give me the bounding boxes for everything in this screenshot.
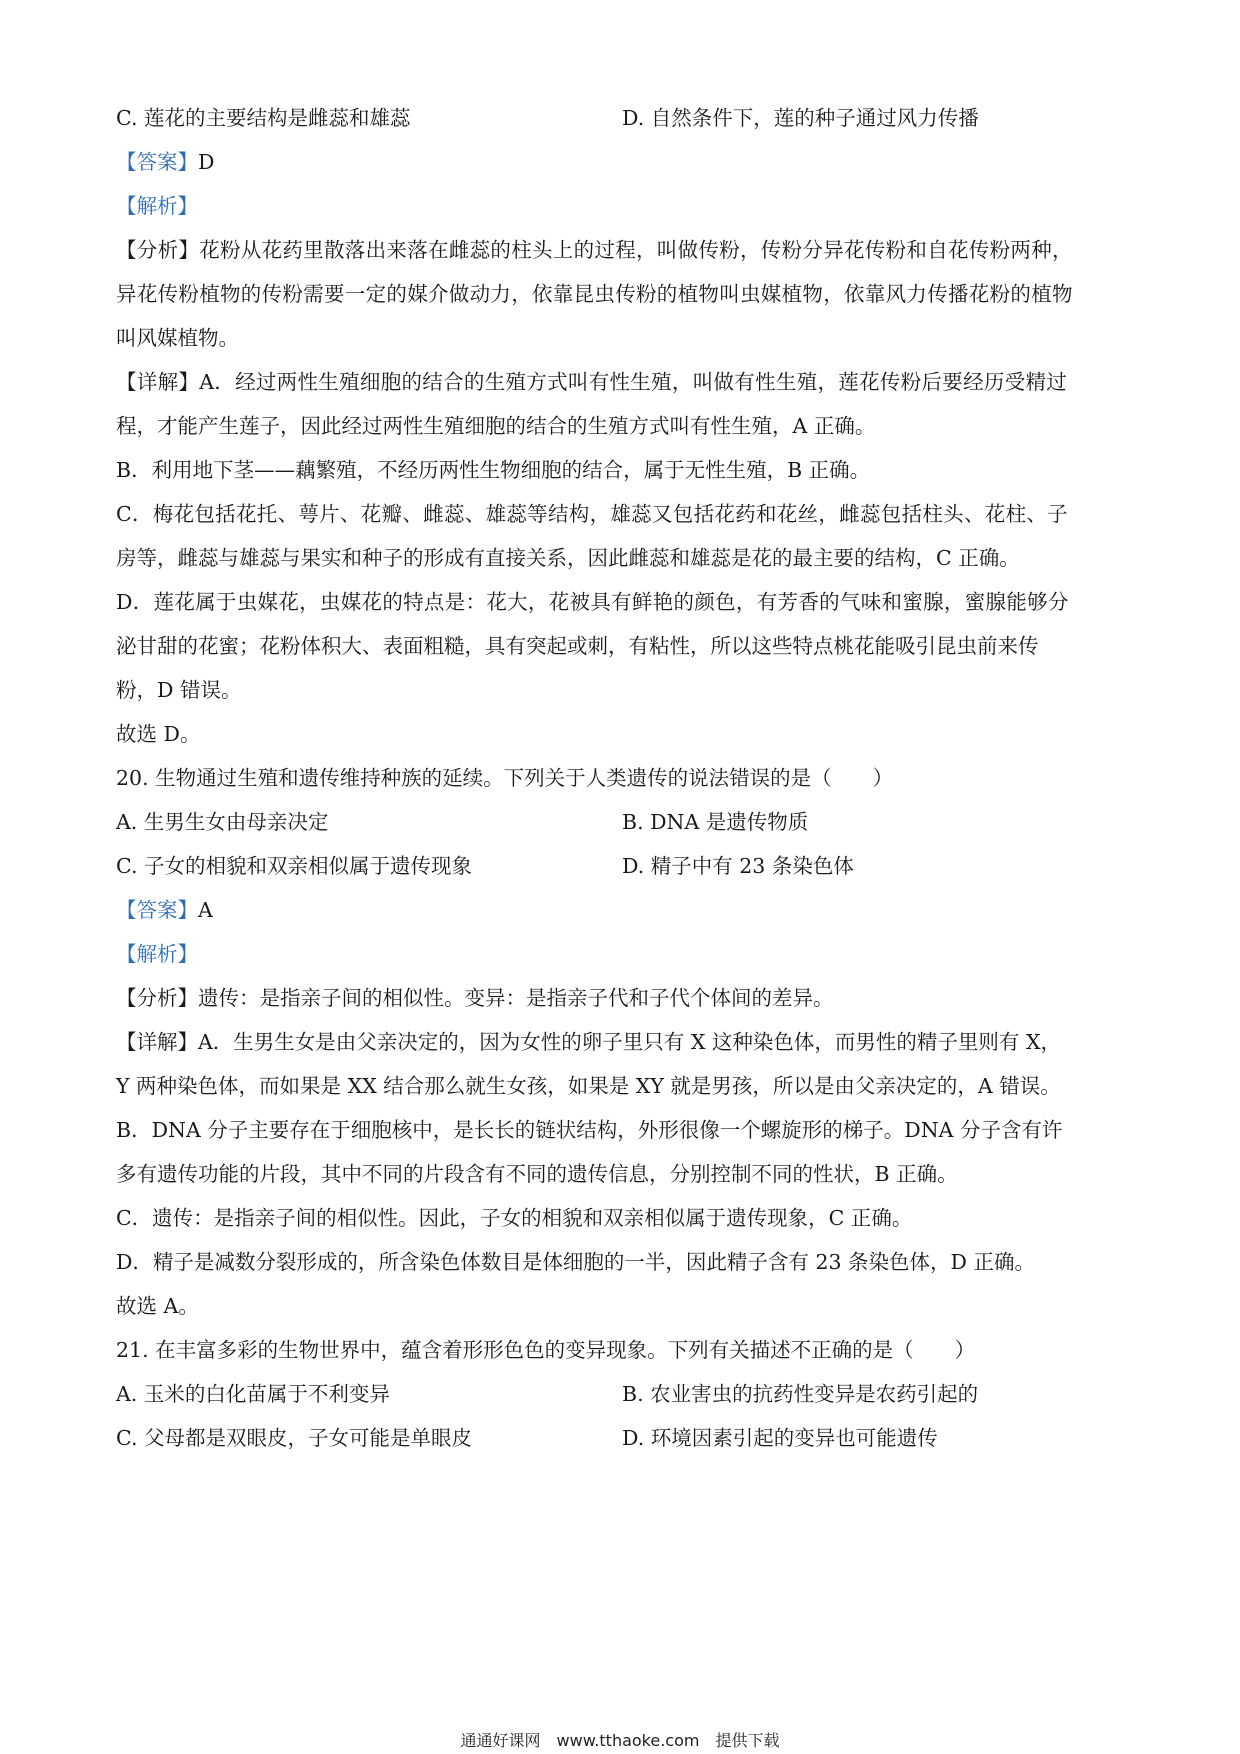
q19-fenxi-line-2: 异花传粉植物的传粉需要一定的媒介做动力，依靠昆虫传粉的植物叫虫媒植物，依靠风力传播花粉的植物	[116, 282, 1073, 306]
q19-analysis-tag: 【解析】	[116, 194, 198, 218]
q19-detail-line-7: 泌甘甜的花蜜；花粉体积大、表面粗糙，具有突起或刺，有粘性，所以这些特点桃花能吸引昆虫前来传	[116, 634, 1039, 658]
q20-stem: 20. 生物通过生殖和遗传维持种族的延续。下列关于人类遗传的说法错误的是（ ）	[116, 766, 894, 790]
q19-detail-line-8: 粉，D 错误。	[116, 678, 242, 702]
q19-detail-line-6: D．莲花属于虫媒花，虫媒花的特点是：花大，花被具有鲜艳的颜色，有芳香的气味和蜜腺，蜜腺能够分	[116, 590, 1069, 614]
q20-detail-line-2: Y 两种染色体，而如果是 XX 结合那么就生女孩，如果是 XY 就是男孩，所以是由父亲决定的，A 错误。	[116, 1074, 1061, 1098]
q20-option-a: A. 生男生女由母亲决定	[116, 810, 329, 834]
q20-option-d: D. 精子中有 23 条染色体	[622, 854, 854, 878]
q20-detail-line-6: D．精子是减数分裂形成的，所含染色体数目是体细胞的一半，因此精子含有 23 条染色体，D 正确。	[116, 1250, 1036, 1274]
q20-detail-line-5: C．遗传：是指亲子间的相似性。因此，子女的相貌和双亲相似属于遗传现象，C 正确。	[116, 1206, 913, 1230]
q20-option-b: B. DNA 是遗传物质	[622, 810, 809, 834]
q20-conclusion: 故选 A。	[116, 1294, 199, 1318]
q19-detail-line-2: 程，才能产生莲子，因此经过两性生殖细胞的结合的生殖方式叫有性生殖，A 正确。	[116, 414, 876, 438]
answer-tag: 【答案】	[116, 898, 198, 922]
answer-value: A	[198, 898, 213, 922]
q19-detail-line-5: 房等，雌蕊与雄蕊与果实和种子的形成有直接关系，因此雌蕊和雄蕊是花的最主要的结构，C 正确。	[116, 546, 1020, 570]
q20-answer	[116, 896, 213, 924]
q20-fenxi: 【分析】遗传：是指亲子间的相似性。变异：是指亲子代和子代个体间的差异。	[116, 986, 834, 1010]
footer-watermark: 通通好课网 www.tthaoke.com 提供下载	[460, 1731, 780, 1750]
q20-analysis-tag: 【解析】	[116, 942, 198, 966]
answer-value: D	[198, 150, 215, 174]
q21-option-c: C. 父母都是双眼皮，子女可能是单眼皮	[116, 1426, 472, 1450]
q21-option-d: D. 环境因素引起的变异也可能遗传	[622, 1426, 938, 1450]
q20-option-c: C. 子女的相貌和双亲相似属于遗传现象	[116, 854, 472, 878]
q19-fenxi-line-1: 【分析】花粉从花药里散落出来落在雌蕊的柱头上的过程，叫做传粉，传粉分异花传粉和自花传粉两种，	[116, 238, 1073, 262]
q21-stem: 21. 在丰富多彩的生物世界中，蕴含着形形色色的变异现象。下列有关描述不正确的是（ ）	[116, 1338, 976, 1362]
q20-detail-line-4: 多有遗传功能的片段，其中不同的片段含有不同的遗传信息，分别控制不同的性状，B 正确。	[116, 1162, 958, 1186]
q21-option-a: A. 玉米的白化苗属于不利变异	[116, 1382, 390, 1406]
q19-detail-line-4: C．梅花包括花托、萼片、花瓣、雌蕊、雄蕊等结构，雄蕊又包括花药和花丝，雌蕊包括柱头、花柱、子	[116, 502, 1068, 526]
q20-detail-line-1: 【详解】A．生男生女是由父亲决定的，因为女性的卵子里只有 X 这种染色体，而男性的精子里则有 X，	[116, 1030, 1062, 1054]
q19-fenxi-line-3: 叫风媒植物。	[116, 326, 239, 350]
q20-detail-line-3: B．DNA 分子主要存在于细胞核中，是长长的链状结构，外形很像一个螺旋形的梯子。DNA 分子含有许	[116, 1118, 1063, 1142]
q21-option-b: B. 农业害虫的抗药性变异是农药引起的	[622, 1382, 979, 1406]
q19-option-c: C. 莲花的主要结构是雌蕊和雄蕊	[116, 106, 411, 130]
q19-conclusion: 故选 D。	[116, 722, 201, 746]
q19-option-d: D. 自然条件下，莲的种子通过风力传播	[622, 106, 979, 130]
q19-detail-line-1: 【详解】A．经过两性生殖细胞的结合的生殖方式叫有性生殖，叫做有性生殖，莲花传粉后要经历受精过	[116, 370, 1068, 394]
answer-tag: 【答案】	[116, 150, 198, 174]
q19-detail-line-3: B．利用地下茎——藕繁殖，不经历两性生物细胞的结合，属于无性生殖，B 正确。	[116, 458, 871, 482]
q19-answer	[116, 148, 214, 176]
